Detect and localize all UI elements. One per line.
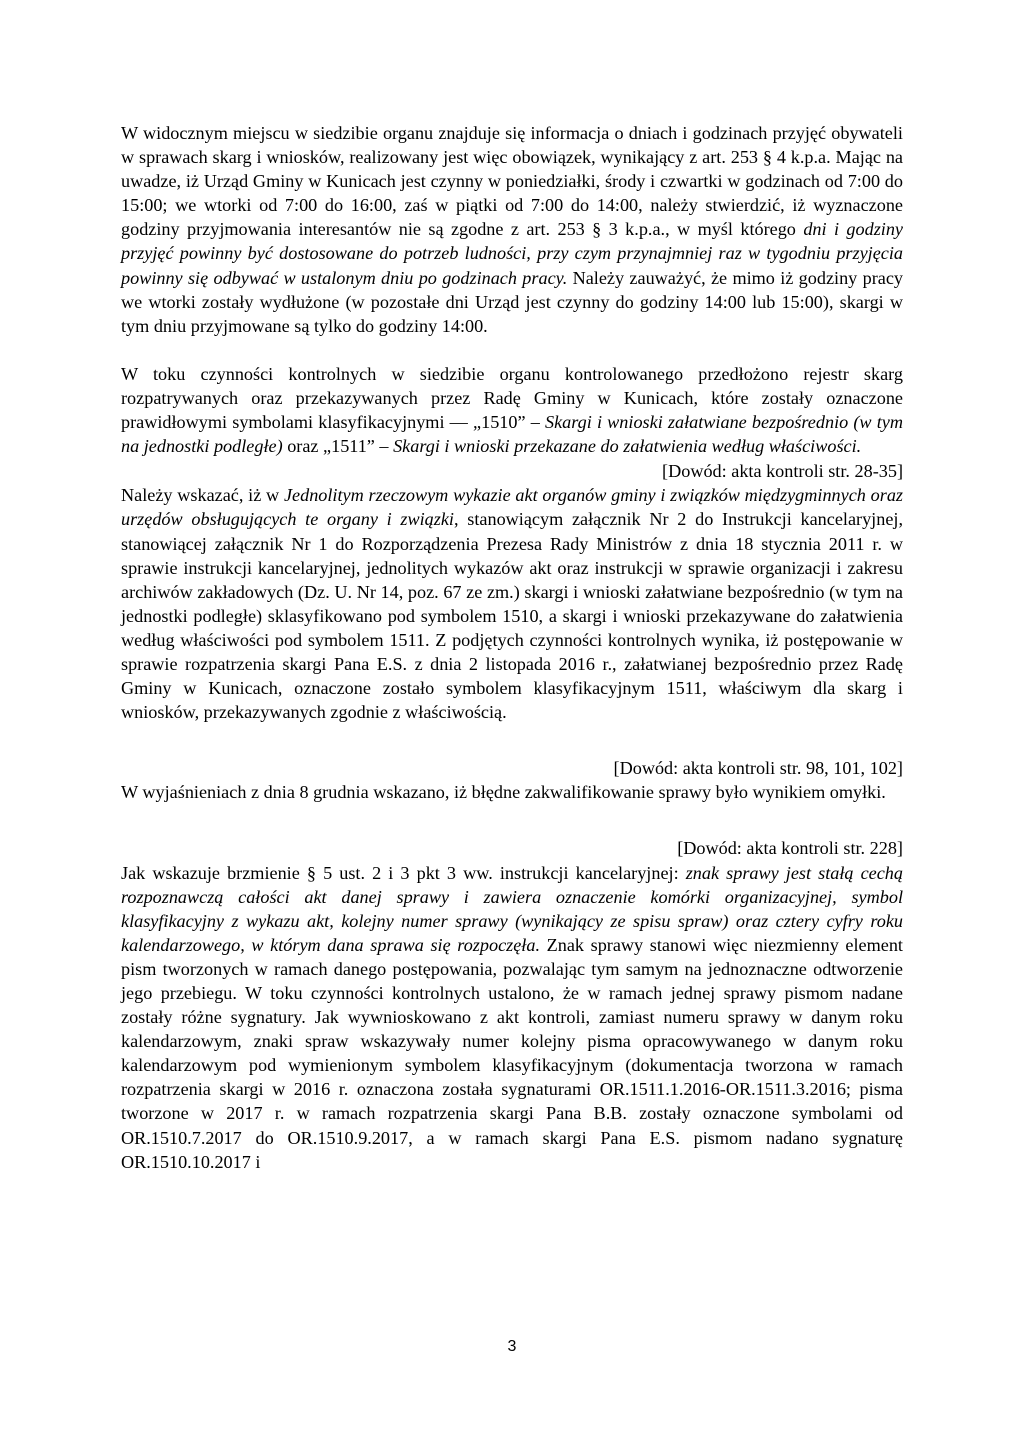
paragraph-case-mark [121, 861, 903, 1174]
page-number: 3 [507, 1338, 517, 1355]
paragraph-text: Znak sprawy stanowi więc niezmienny element pism tworzonych w ramach danego postępowania, pozwalając tym samym na jednoznaczne odtworzenie jego przebiegu. W toku czynności kontrolnych ustalono, że w ramach jednej sprawy pismom nadane zostały różne sygnatury. Jak wywnioskowano z akt kontroli, zamiast numeru sprawy w danym roku kalendarzowym, znaki spraw wskazywały numer kolejny pisma opracowywanego w danym roku kalendarzowym pod wymienionym symbolem klasyfikacyjnym (dokumentacja tworzona w ramach rozpatrzenia skargi w 2016 r. oznaczona została sygnaturami OR.1511.1.2016-OR.1511.3.2016; pisma tworzone w 2017 r. w ramach rozpatrzenia skargi Pana B.B. zostały oznaczone symbolami od OR.1510.7.2017 do OR.1510.9.2017, a w ramach skargi Pana E.S. pismom nadano sygnaturę OR.1510.10.2017 i [121, 934, 903, 1172]
paragraph-text: W widocznym miejscu w siedzibie organu znajduje się informacja o dniach i godzinach przyjęć obywateli w sprawach skarg i wniosków, realizowany jest więc obowiązek, wynikający z art. 253 § 4 k.p.a. Mając na uwadze, iż Urząd Gminy w Kunicach jest czynny w poniedziałki, środy i czwartki w godzinach od 7:00 do 15:00; we wtorki od 7:00 do 16:00, zaś w piątki od 7:00 do 14:00, należy stwierdzić, iż wyznaczone godziny przyjmowania interesantów nie są zgodne z art. 253 § 3 k.p.a., w myśl którego [121, 123, 903, 240]
symbol-1510-description: Skargi i wnioski załatwiane bezpośrednio (w tym na jednostki podległe) [121, 412, 903, 457]
paragraph-text: Należy wskazać, iż w [121, 485, 284, 506]
paragraph-office-hours [121, 121, 903, 338]
document-page [121, 121, 903, 1174]
quoted-provision: dni i godziny przyjęć powinny być dostosowane do potrzeb ludności, przy czym przynajmniej raz w tygodniu przyjęcia powinny się odbywać w ustalonym dniu po godzinach pracy. [121, 219, 903, 288]
paragraph-classification [121, 483, 903, 724]
paragraph-text: Jak wskazuje brzmienie § 5 ust. 2 i 3 pkt 3 ww. instrukcji kancelaryjnej: [121, 862, 686, 883]
evidence-reference: [Dowód: akta kontroli str. 228] [677, 838, 903, 859]
quoted-provision: znak sprawy jest stałą cechą rozpoznawczą całości akt danej sprawy i zawiera oznaczenie komórki organizacyjnej, symbol klasyfikacyjny z wykazu akt, kolejny numer sprawy (wynikający ze spisu spraw) oraz cztery cyfry roku kalendarzowego, w którym dana sprawa się rozpoczęła. [121, 862, 903, 955]
paragraph-text: W toku czynności kontrolnych w siedzibie organu kontrolowanego przedłożono rejestr skarg rozpatrywanych oraz przekazywanych przez Radę Gminy w Kunicach, które zostały oznaczone prawidłowymi symbolami klasyfikacyjnymi — „1510” – [121, 363, 903, 433]
paragraph-complaint-register [121, 362, 903, 458]
paragraph-text: Należy zauważyć, że mimo iż godziny pracy we wtorki zostały wydłużone (w pozostałe dni Urząd jest czynny do godziny 14:00 lub 15:00), skargi w tym dniu przyjmowane są tylko do godziny 14:00. [121, 267, 903, 336]
evidence-reference: [Dowód: akta kontroli str. 98, 101, 102] [613, 758, 903, 779]
evidence-reference: [Dowód: akta kontroli str. 28-35] [662, 461, 903, 482]
paragraph-text: , stanowiącym załącznik Nr 2 do Instrukcji kancelaryjnej, stanowiącej załącznik Nr 1 do Rozporządzenia Prezesa Rady Ministrów z dnia 18 stycznia 2011 r. w sprawie instrukcji kancelaryjnej, jednolitych wykazów akt oraz instrukcji w sprawie organizacji i zakresu archiwów zakładowych (Dz. U. Nr 14, poz. 67 ze zm.) skargi i wnioski załatwiane bezpośrednio (w tym na jednostki podległe) sklasyfikowano pod symbolem 1510, a skargi i wnioski przekazywane do załatwienia według właściwości pod symbolem 1511. Z podjętych czynności kontrolnych wynika, iż postępowanie w sprawie rozpatrzenia skargi Pana E.S. z dnia 2 listopada 2016 r., załatwianej bezpośrednio przez Radę Gminy w Kunicach, oznaczone zostało symbolem klasyfikacyjnym 1511, właściwym dla skarg i wniosków, przekazywanych zgodnie z właściwością. [121, 509, 903, 723]
symbol-1511-description: Skargi i wnioski przekazane do załatwienia według właściwości. [393, 436, 862, 457]
paragraph-text: oraz „1511” – [282, 436, 394, 457]
document-title: Jednolitym rzeczowym wykazie akt organów gminy i związków międzygminnych oraz urzędów obsługujących te organy i związki [121, 485, 903, 530]
paragraph-explanation: W wyjaśnieniach z dnia 8 grudnia wskazano, iż błędne zakwalifikowanie sprawy było wynikiem omyłki. [121, 782, 886, 803]
